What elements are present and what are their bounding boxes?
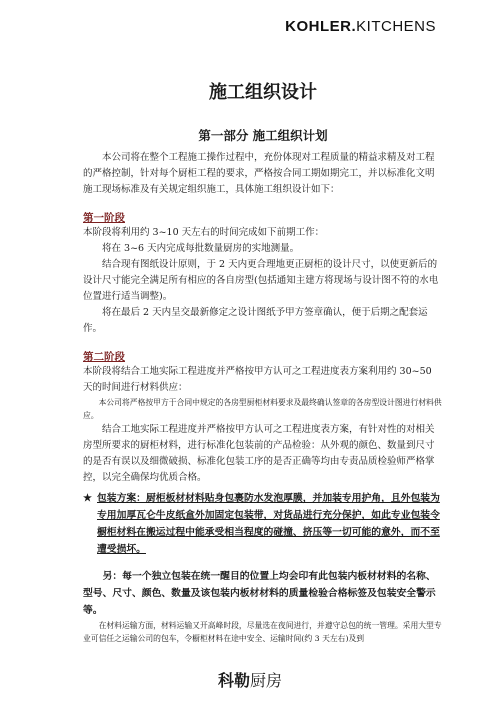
stage2-heading: 第二阶段 <box>83 351 125 363</box>
star-icon: ★ <box>83 493 92 504</box>
stage2-paragraph-2: 本公司将严格按甲方于合同中规定的各房型厨柜材料要求及最终确认签章的各房型设计图进行材料供应。 <box>83 398 442 420</box>
logo-brand-text: KOHLER. <box>285 18 357 35</box>
stage1-paragraph-4: 将在最后 2 天内呈交最新修定之设计图纸予甲方签章确认，便于后期之配套运作。 <box>83 307 428 334</box>
stage1-paragraph-2: 将在 3~6 天内完成每批数量厨房的实地测量。 <box>102 243 300 254</box>
stage1-heading: 第一阶段 <box>83 212 125 224</box>
kohler-kitchens-logo <box>285 18 436 35</box>
packaging-plan-text: 包装方案：厨柜板材材料贴身包裹防水发泡厚膜，并加装专用护角，且外包装为专用加厚瓦仑牛皮纸盒外加固定包装带，对货品进行充分保护，如此专业包装令橱柜材料在搬运过程中能承受相当程度的碰撞、挤压等一切可能的意外，而不至遭受损坏。 <box>97 493 440 555</box>
footer-logo-sub: 厨房 <box>250 671 283 690</box>
part-title: 第一部分 施工组织计划 <box>198 128 328 143</box>
packaging-note: 另：每一个独立包装在统一醒目的位置上均会印有此包装内板材材料的名称、型号、尺寸、颜色、数量及该包装内板材材料的质量检验合格标签及包装安全警示等。 <box>83 571 436 616</box>
packaging-plan <box>83 490 443 558</box>
footer-logo-cn: 科勒 <box>217 671 250 690</box>
intro-paragraph: 本公司将在整个工程施工操作过程中，充份体现对工程质量的精益求精及对工程的严格控制，针对每个厨柜工程的要求，严格按合同工期如期完工，并以标准化文明施工现场标准及有关规定组织施工，具体施工组织设计如下： <box>83 152 435 195</box>
stage2-paragraph-3: 结合工地实际工程进度并严格按甲方认可之工程进度表方案，有针对性的对相关房型所要求的厨柜材料，进行标准化包装前的产品检验：从外观的颜色、数量到尺寸的是否有误以及细微破损、标准化包装工序的是否正确等均由专责品质检验师严格掌控，以完全确保均优质合格。 <box>83 424 435 483</box>
stage2-paragraph-1: 本阶段将结合工地实际工程进度并严格按甲方认可之工程进度表方案利用约 30~50 天的时间进行材料供应： <box>83 366 432 393</box>
logo-sub-text: KITCHENS <box>356 18 436 35</box>
stage1-paragraph-1: 本阶段将利用约 3~10 天左右的时间完成如下前期工作： <box>83 227 325 238</box>
footer-logo <box>0 668 500 691</box>
stage1-paragraph-3: 结合现有图纸设计原则，于 2 天内更合理地更正厨柜的设计尺寸，以使更新后的设计尺寸能完全满足所有相应的各自房型(包括通知主建方将现场与设计图不符的水电位置进行适当调整)。 <box>83 259 439 302</box>
document-title: 施工组织设计 <box>209 82 317 103</box>
stage2-paragraph-4: 在材料运输方面，材料运输又开高峰时段，尽量选在夜间进行，并遵守总包的统一管理。采用大型专业可信任之运输公司的包车，令橱柜材料在途中安全、运输时间(约 3 天左右)及到 <box>83 621 442 643</box>
document-body <box>83 78 443 645</box>
